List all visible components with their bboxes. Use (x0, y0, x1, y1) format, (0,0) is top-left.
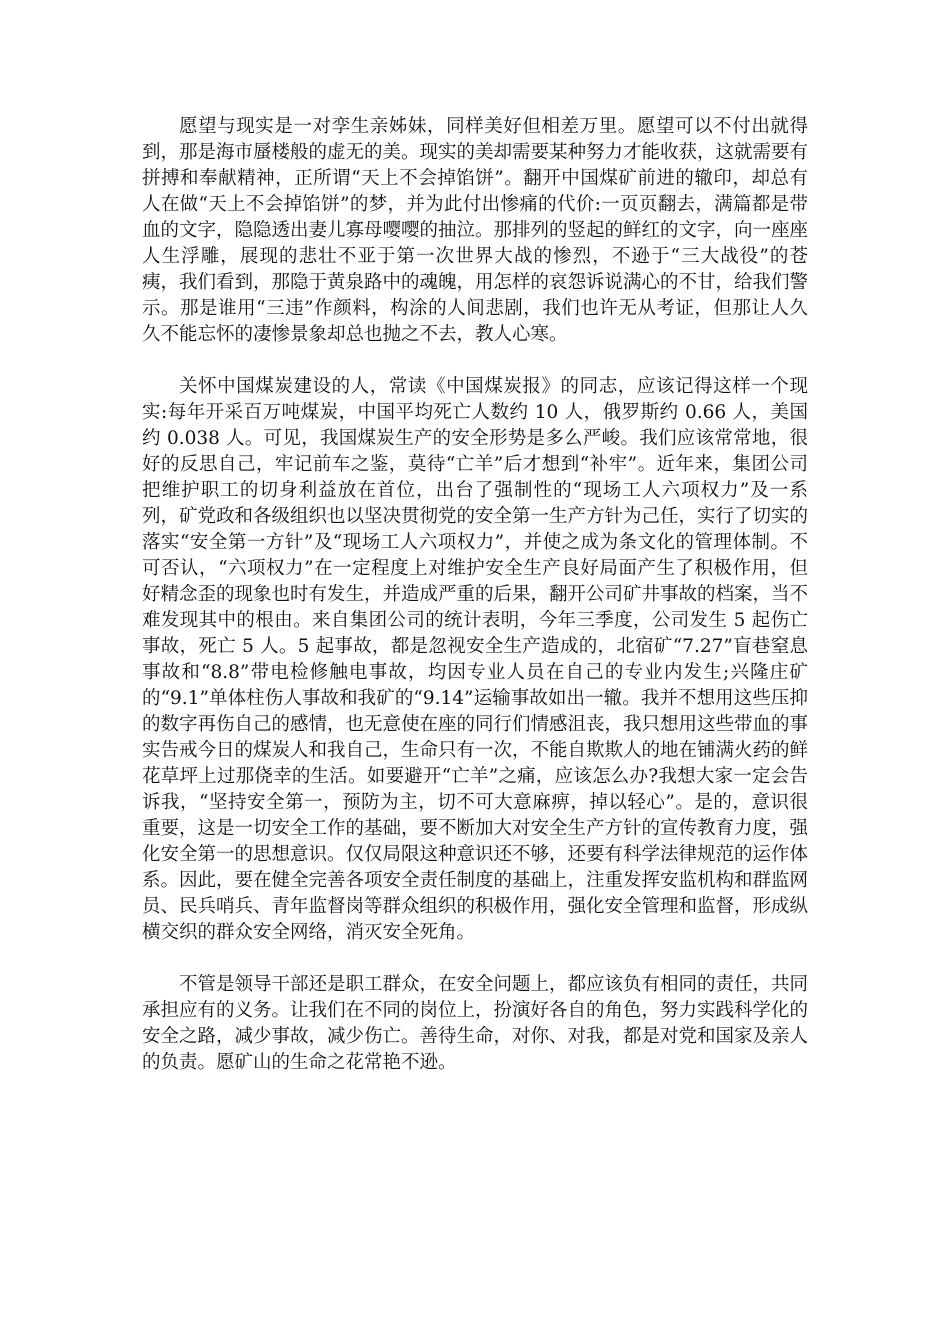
paragraph-1: 愿望与现实是一对孪生亲姊妹，同样美好但相差万里。愿望可以不付出就得到，那是海市蜃楼般的虚无的美。现实的美却需要某种努力才能收获，这就需要有拼搏和奉献精神，正所谓“天上不会掉馅饼”。翻开中国煤矿前进的辙印，却总有人在做“天上不会掉馅饼”的梦，并为此付出惨痛的代价:一页页翻去，满篇都是带血的文字，隐隐透出妻儿寡母嘤嘤的抽泣。那排列的竖起的鲜红的文字，向一座座人生浮雕，展现的悲壮不亚于第一次世界大战的惨烈，不逊于“三大战役”的苍痍，我们看到，那隐于黄泉路中的魂魄，用怎样的哀怨诉说满心的不甘，给我们警示。那是谁用“三违”作颜料，构涂的人间悲剧，我们也许无从考证，但那让人久久不能忘怀的凄惨景象却总也抛之不去，教人心寒。 (142, 116, 809, 345)
paragraph-2: 关怀中国煤炭建设的人，常读《中国煤炭报》的同志，应该记得这样一个现实:每年开采百万吨煤炭，中国平均死亡人数约 10 人，俄罗斯约 0.66 人，美国约 0.038 人。可见，我国煤炭生产的安全形势是多么严峻。我们应该常常地，很好的反思自己，牢记前车之鉴，莫待“亡羊”后才想到“补牢”。近年来，集团公司把维护职工的切身利益放在首位，出台了强制性的“现场工人六项权力”及一系列，矿党政和各级组织也以坚决贯彻党的安全第一生产方针为己任，实行了切实的落实“安全第一方针”及“现场工人六项权力”，并使之成为条文化的管理体制。不可否认，“六项权力”在一定程度上对维护安全生产良好局面产生了积极作用，但好精念歪的现象也时有发生，并造成严重的后果，翻开公司矿井事故的档案，当不难发现其中的根由。来自集团公司的统计表明，今年三季度，公司发生 5 起伤亡事故，死亡 5 人。5 起事故，都是忽视安全生产造成的，北宿矿“7.27”盲巷窒息事故和“8.8”带电检修触电事故，均因专业人员在自己的专业内发生;兴隆庄矿的“9.1”单体柱伤人事故和我矿的“9.14”运输事故如出一辙。我并不想用这些压抑的数字再伤自己的感情，也无意使在座的同行们情感沮丧，我只想用这些带血的事实告戒今日的煤炭人和我自己，生命只有一次，不能自欺欺人的地在铺满火药的鲜花草坪上过那侥幸的生活。如要避开“亡羊”之痛，应该怎么办?我想大家一定会告诉我，“坚持安全第一，预防为主，切不可大意麻痹，掉以轻心”。是的，意识很重要，这是一切安全工作的基础，要不断加大对安全生产方针的宣传教育力度，强化安全第一的思想意识。仅仅局限这种意识还不够，还要有科学法律规范的运作体系。因此，要在健全完善各项安全责任制度的基础上，注重发挥安监机构和群监网员、民兵哨兵、青年监督岗等群众组织的积极作用，强化安全管理和监督，形成纵横交织的群众安全网络，消灭安全死角。 (142, 376, 809, 943)
paragraph-3: 不管是领导干部还是职工群众，在安全问题上，都应该负有相同的责任，共同承担应有的义务。让我们在不同的岗位上，扮演好各自的角色，努力实践科学化的安全之路，减少事故，减少伤亡。善待生命，对你、对我，都是对党和国家及亲人的负责。愿矿山的生命之花常艳不逊。 (142, 974, 809, 1073)
paragraph-spacer (142, 946, 808, 972)
paragraph-spacer (142, 348, 808, 374)
document-body (142, 114, 808, 1076)
